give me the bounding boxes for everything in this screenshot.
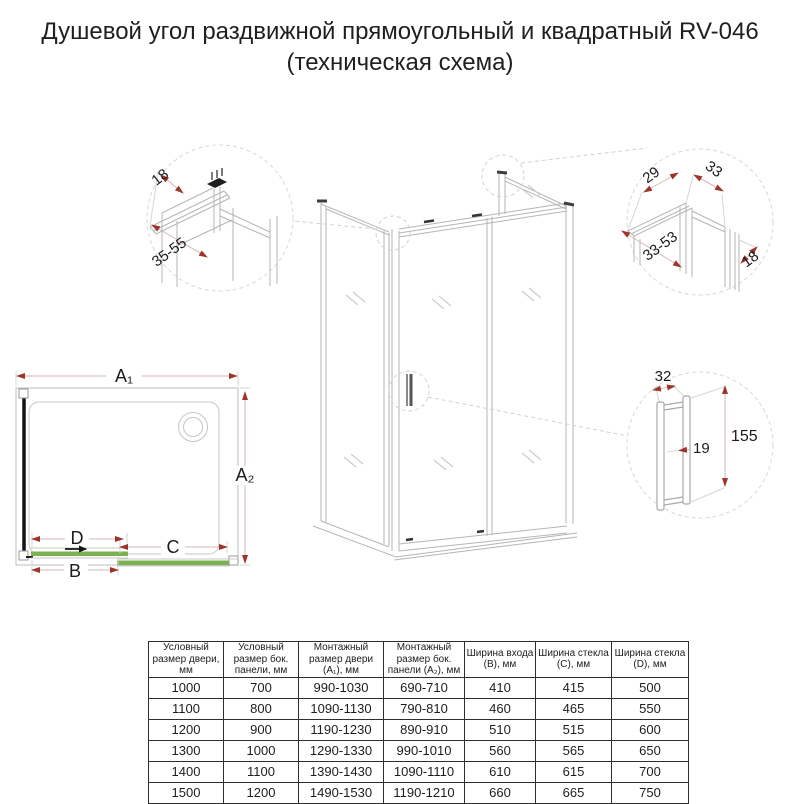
- detail-top-left: [147, 145, 293, 291]
- table-row: 1400 1100 1390-1430 1090-1110 610 615 700: [149, 761, 689, 782]
- table-row: 1500 1200 1490-1530 1190-1210 660 665 750: [149, 782, 689, 803]
- roller-marks: [406, 215, 484, 541]
- dim-label-b: B: [68, 561, 82, 581]
- dim-label-c: C: [166, 537, 180, 557]
- dim-label-33-53: 33-53: [639, 228, 681, 265]
- title-line-1: Душевой угол раздвижной прямоугольный и квадратный RV-046: [41, 18, 759, 45]
- dim-label-a2: A₂: [235, 465, 255, 485]
- technical-diagram: [0, 78, 800, 634]
- sliding-door-glass: [31, 552, 128, 557]
- dim-label-29: 29: [639, 163, 664, 188]
- col-header-glass-c: Ширина стекла (C), мм: [536, 642, 612, 678]
- col-header-panel-nominal: Условный размер бок. панели, мм: [224, 642, 299, 678]
- handle-connectors: [664, 402, 683, 505]
- fixed-door-glass: [117, 561, 229, 566]
- col-header-door-mounting: Монтажный размер двери (A₁), мм: [299, 642, 384, 678]
- title-line-2: (техническая схема): [286, 49, 514, 76]
- dim-label-33: 33: [701, 157, 726, 182]
- plan-view: [16, 366, 259, 581]
- page-title: [0, 16, 800, 78]
- size-table-header: [149, 642, 689, 678]
- detail-handle: [627, 368, 773, 518]
- dim-label-18-top-right: 18: [738, 247, 763, 272]
- col-header-glass-d: Ширина стекла (D), мм: [612, 642, 689, 678]
- dim-label-a1: A₁: [114, 366, 134, 386]
- table-row: 1000 700 990-1030 690-710 410 415 500: [149, 677, 689, 698]
- dim-label-19: 19: [693, 440, 710, 457]
- table-row: 1200 900 1190-1230 890-910 510 515 600: [149, 719, 689, 740]
- dim-label-35-55: 35-55: [148, 234, 190, 271]
- table-row: 1300 1000 1290-1330 990-1010 560 565 650: [149, 740, 689, 761]
- dim-label-d: D: [70, 528, 84, 548]
- main-isometric-view: [293, 148, 647, 560]
- dim-label-155: 155: [731, 428, 758, 445]
- dim-label-18-top-left: 18: [148, 165, 173, 190]
- drain-circle: [179, 413, 208, 442]
- shower-tray: [29, 402, 219, 554]
- profile-caps: [317, 172, 574, 205]
- col-header-panel-mounting: Монтажный размер бок. панели (A₂), мм: [384, 642, 465, 678]
- col-header-door-nominal: Условный размер двери, мм: [149, 642, 224, 678]
- dim-label-32: 32: [654, 368, 672, 385]
- col-header-entry-width: Ширина входа (B), мм: [465, 642, 536, 678]
- door-handle: [407, 374, 411, 406]
- size-table: [148, 641, 689, 804]
- detail-callouts: [293, 148, 647, 436]
- glass-shine-marks: [344, 185, 541, 470]
- table-row: 1100 800 1090-1130 790-810 460 465 550: [149, 698, 689, 719]
- detail-top-right: [622, 149, 773, 295]
- roller-block: [207, 178, 227, 188]
